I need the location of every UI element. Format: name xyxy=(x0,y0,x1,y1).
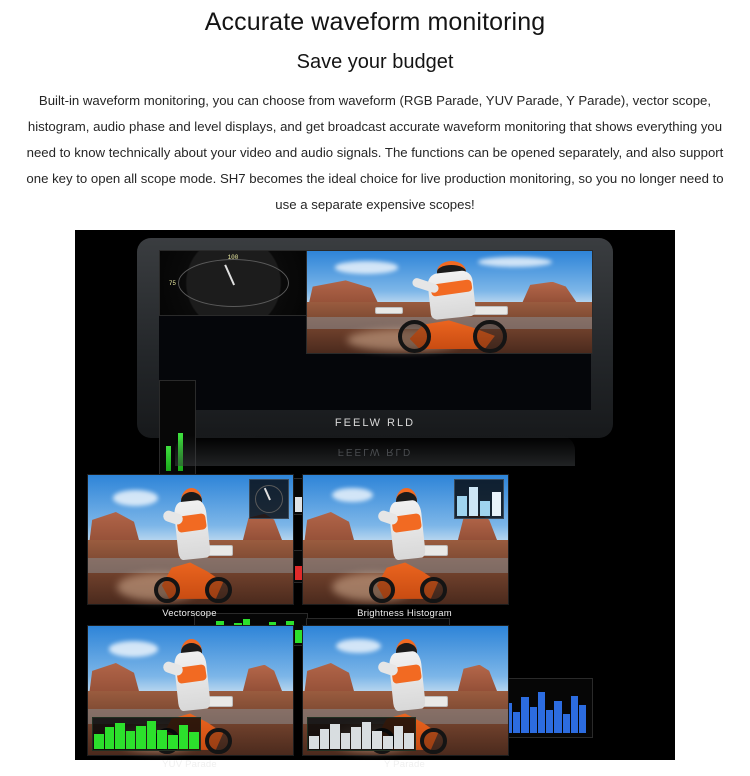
scope-grid xyxy=(159,250,591,410)
thumbnail-caption: Vectorscope xyxy=(162,608,217,619)
histogram-overlay-icon xyxy=(454,479,504,519)
bike-wheel-front xyxy=(473,320,506,353)
vectorscope-panel xyxy=(159,250,308,316)
monitor-device xyxy=(137,238,613,438)
monitor-screen xyxy=(159,250,591,410)
description-paragraph xyxy=(19,88,731,218)
bike-wheel-back xyxy=(154,577,180,603)
yuv-parade-overlay-icon xyxy=(92,717,201,751)
rider-subject xyxy=(158,488,228,599)
bike-wheel-front xyxy=(420,728,446,754)
bike-wheel-front xyxy=(420,577,446,603)
bike-wheel-front xyxy=(205,577,231,603)
thumbnail-caption: Brightness Histogram xyxy=(357,608,452,619)
thumbnail-frame xyxy=(87,474,294,605)
thumbnail-frame xyxy=(302,625,509,756)
motocross-scene xyxy=(307,251,592,353)
thumbnail-frame xyxy=(87,625,294,756)
thumbnail-row-top xyxy=(87,474,663,619)
thumbnail-caption: YUV Parade xyxy=(162,759,217,770)
description-text: Built-in waveform monitoring, you can choose from waveform (RGB Parade, YUV Parade, Y Parade), vector scope, histogram, audio phase and level displays, and get broadcast accurate waveform monitoring that shows everything you need to know technically about your video and audio signals. The functions can be opened separately, and also support one key to open all scope mode. SH7 becomes the ideal choice for live production monitoring, so you no longer need to use a separate expensive scopes! xyxy=(26,93,724,212)
audio-level-bar-left xyxy=(166,446,172,471)
y-parade-overlay-icon xyxy=(307,717,416,751)
monitor-brand-label: FEELW RLD xyxy=(334,417,416,429)
product-photo xyxy=(75,230,675,770)
cloud xyxy=(109,641,158,656)
thumbnail-row-bottom xyxy=(87,625,663,770)
thumbnail-brightness-histogram xyxy=(302,474,507,619)
thumbnail-y-parade xyxy=(302,625,507,770)
bike-wheel-front xyxy=(205,728,231,754)
monitor-reflection: FEELW RLD xyxy=(175,436,575,466)
vectorscope-label-left: 75 xyxy=(168,280,177,288)
rider-subject xyxy=(404,261,501,349)
thumbnail-caption: Y Parade xyxy=(383,759,426,770)
cloud xyxy=(332,488,373,502)
rv-vehicle xyxy=(375,307,403,314)
vectorscope-label-top: 100 xyxy=(227,253,239,261)
vectorscope-overlay-icon xyxy=(249,479,289,519)
thumbnail-yuv-parade xyxy=(87,625,292,770)
bike-wheel-back xyxy=(398,320,431,353)
main-preview-panel xyxy=(306,250,593,354)
cloud xyxy=(335,261,398,273)
cloud xyxy=(113,490,158,505)
thumbnail-frame xyxy=(302,474,509,605)
page-subtitle: Save your budget xyxy=(296,51,454,73)
page-title: Accurate waveform monitoring xyxy=(204,8,546,36)
thumbnail-vectorscope xyxy=(87,474,292,619)
rider-subject xyxy=(373,488,443,599)
bike-wheel-back xyxy=(369,577,395,603)
page-root xyxy=(0,8,750,770)
thumbnail-gallery xyxy=(87,474,663,776)
